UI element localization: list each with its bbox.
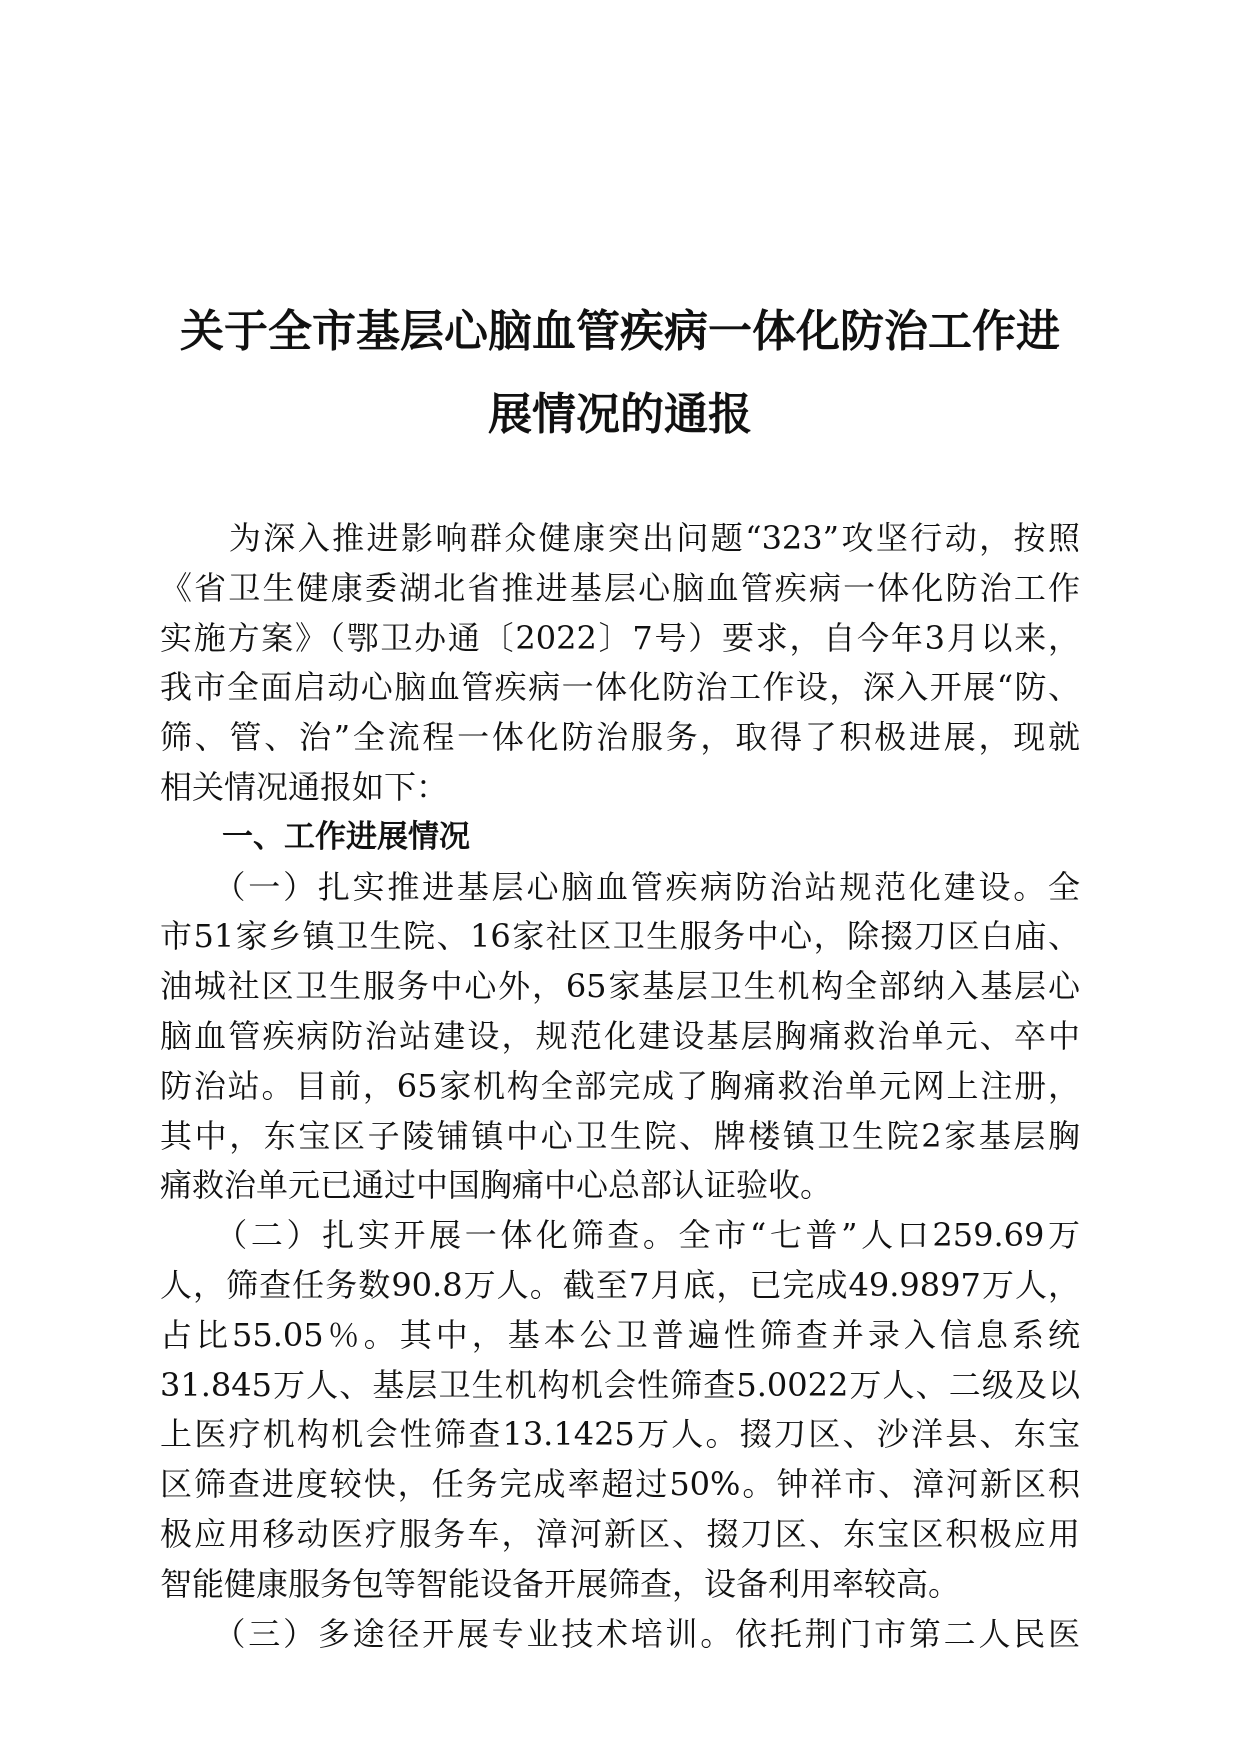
section-heading: 一、工作进展情况 (160, 818, 470, 855)
paragraph-intro-line: 为深入推进影响群众健康突出问题“323”攻坚行动，按照 (160, 519, 1080, 557)
paragraph-2-line: 智能健康服务包等智能设备开展筛查，设备利用率较高。 (160, 1564, 961, 1603)
paragraph-2-line: （二）扎实开展一体化筛查。全市“七普”人口259.69万 (160, 1216, 1080, 1255)
paragraph-2-line: 极应用移动医疗服务车，漳河新区、掇刀区、东宝区积极应用 (160, 1514, 1080, 1553)
paragraph-2-line: 人，筛查任务数90.8万人。截至7月底，已完成49.9897万人， (160, 1265, 1080, 1304)
paragraph-intro-line: 《省卫生健康委湖北省推进基层心脑血管疾病一体化防治工作 (160, 568, 1080, 607)
paragraph-intro-line: 筛、管、治”全流程一体化防治服务，取得了积极进展，现就 (160, 718, 1080, 757)
document-body (160, 514, 1080, 1659)
paragraph-1-line: 市51家乡镇卫生院、16家社区卫生服务中心，除掇刀区白庙、 (160, 917, 1080, 956)
paragraph-1-line: 痛救治单元已通过中国胸痛中心总部认证验收。 (160, 1166, 833, 1205)
paragraph-2-line: 区筛查进度较快，任务完成率超过50%。钟祥市、漳河新区积 (160, 1465, 1080, 1504)
paragraph-1-line: （一）扎实推进基层心脑血管疾病防治站规范化建设。全 (160, 867, 1080, 906)
document-title-line-2: 展情况的通报 (488, 389, 752, 440)
paragraph-3-line: （三）多途径开展专业技术培训。依托荆门市第二人民医 (160, 1614, 1080, 1653)
paragraph-2-line: 上医疗机构机会性筛查13.1425万人。掇刀区、沙洋县、东宝 (160, 1415, 1080, 1454)
paragraph-1-line: 其中，东宝区子陵铺镇中心卫生院、牌楼镇卫生院2家基层胸 (160, 1116, 1080, 1155)
paragraph-intro-line: 相关情况通报如下： (160, 767, 449, 806)
paragraph-1-line: 油城社区卫生服务中心外，65家基层卫生机构全部纳入基层心 (160, 967, 1080, 1006)
paragraph-1-line: 防治站。目前，65家机构全部完成了胸痛救治单元网上注册， (160, 1066, 1080, 1105)
paragraph-1-line: 脑血管疾病防治站建设，规范化建设基层胸痛救治单元、卒中 (160, 1016, 1080, 1055)
paragraph-2-line: 31.845万人、基层卫生机构机会性筛查5.0022万人、二级及以 (160, 1365, 1080, 1404)
paragraph-intro-line: 我市全面启动心脑血管疾病一体化防治工作设，深入开展“防、 (160, 668, 1080, 707)
paragraph-2-line: 占比55.05％。其中，基本公卫普遍性筛查并录入信息系统 (160, 1315, 1080, 1354)
paragraph-intro-line: 实施方案》（鄂卫办通〔2022〕7号）要求，自今年3月以来， (160, 618, 1080, 657)
document-title-line-1: 关于全市基层心脑血管疾病一体化防治工作进 (180, 306, 1060, 357)
